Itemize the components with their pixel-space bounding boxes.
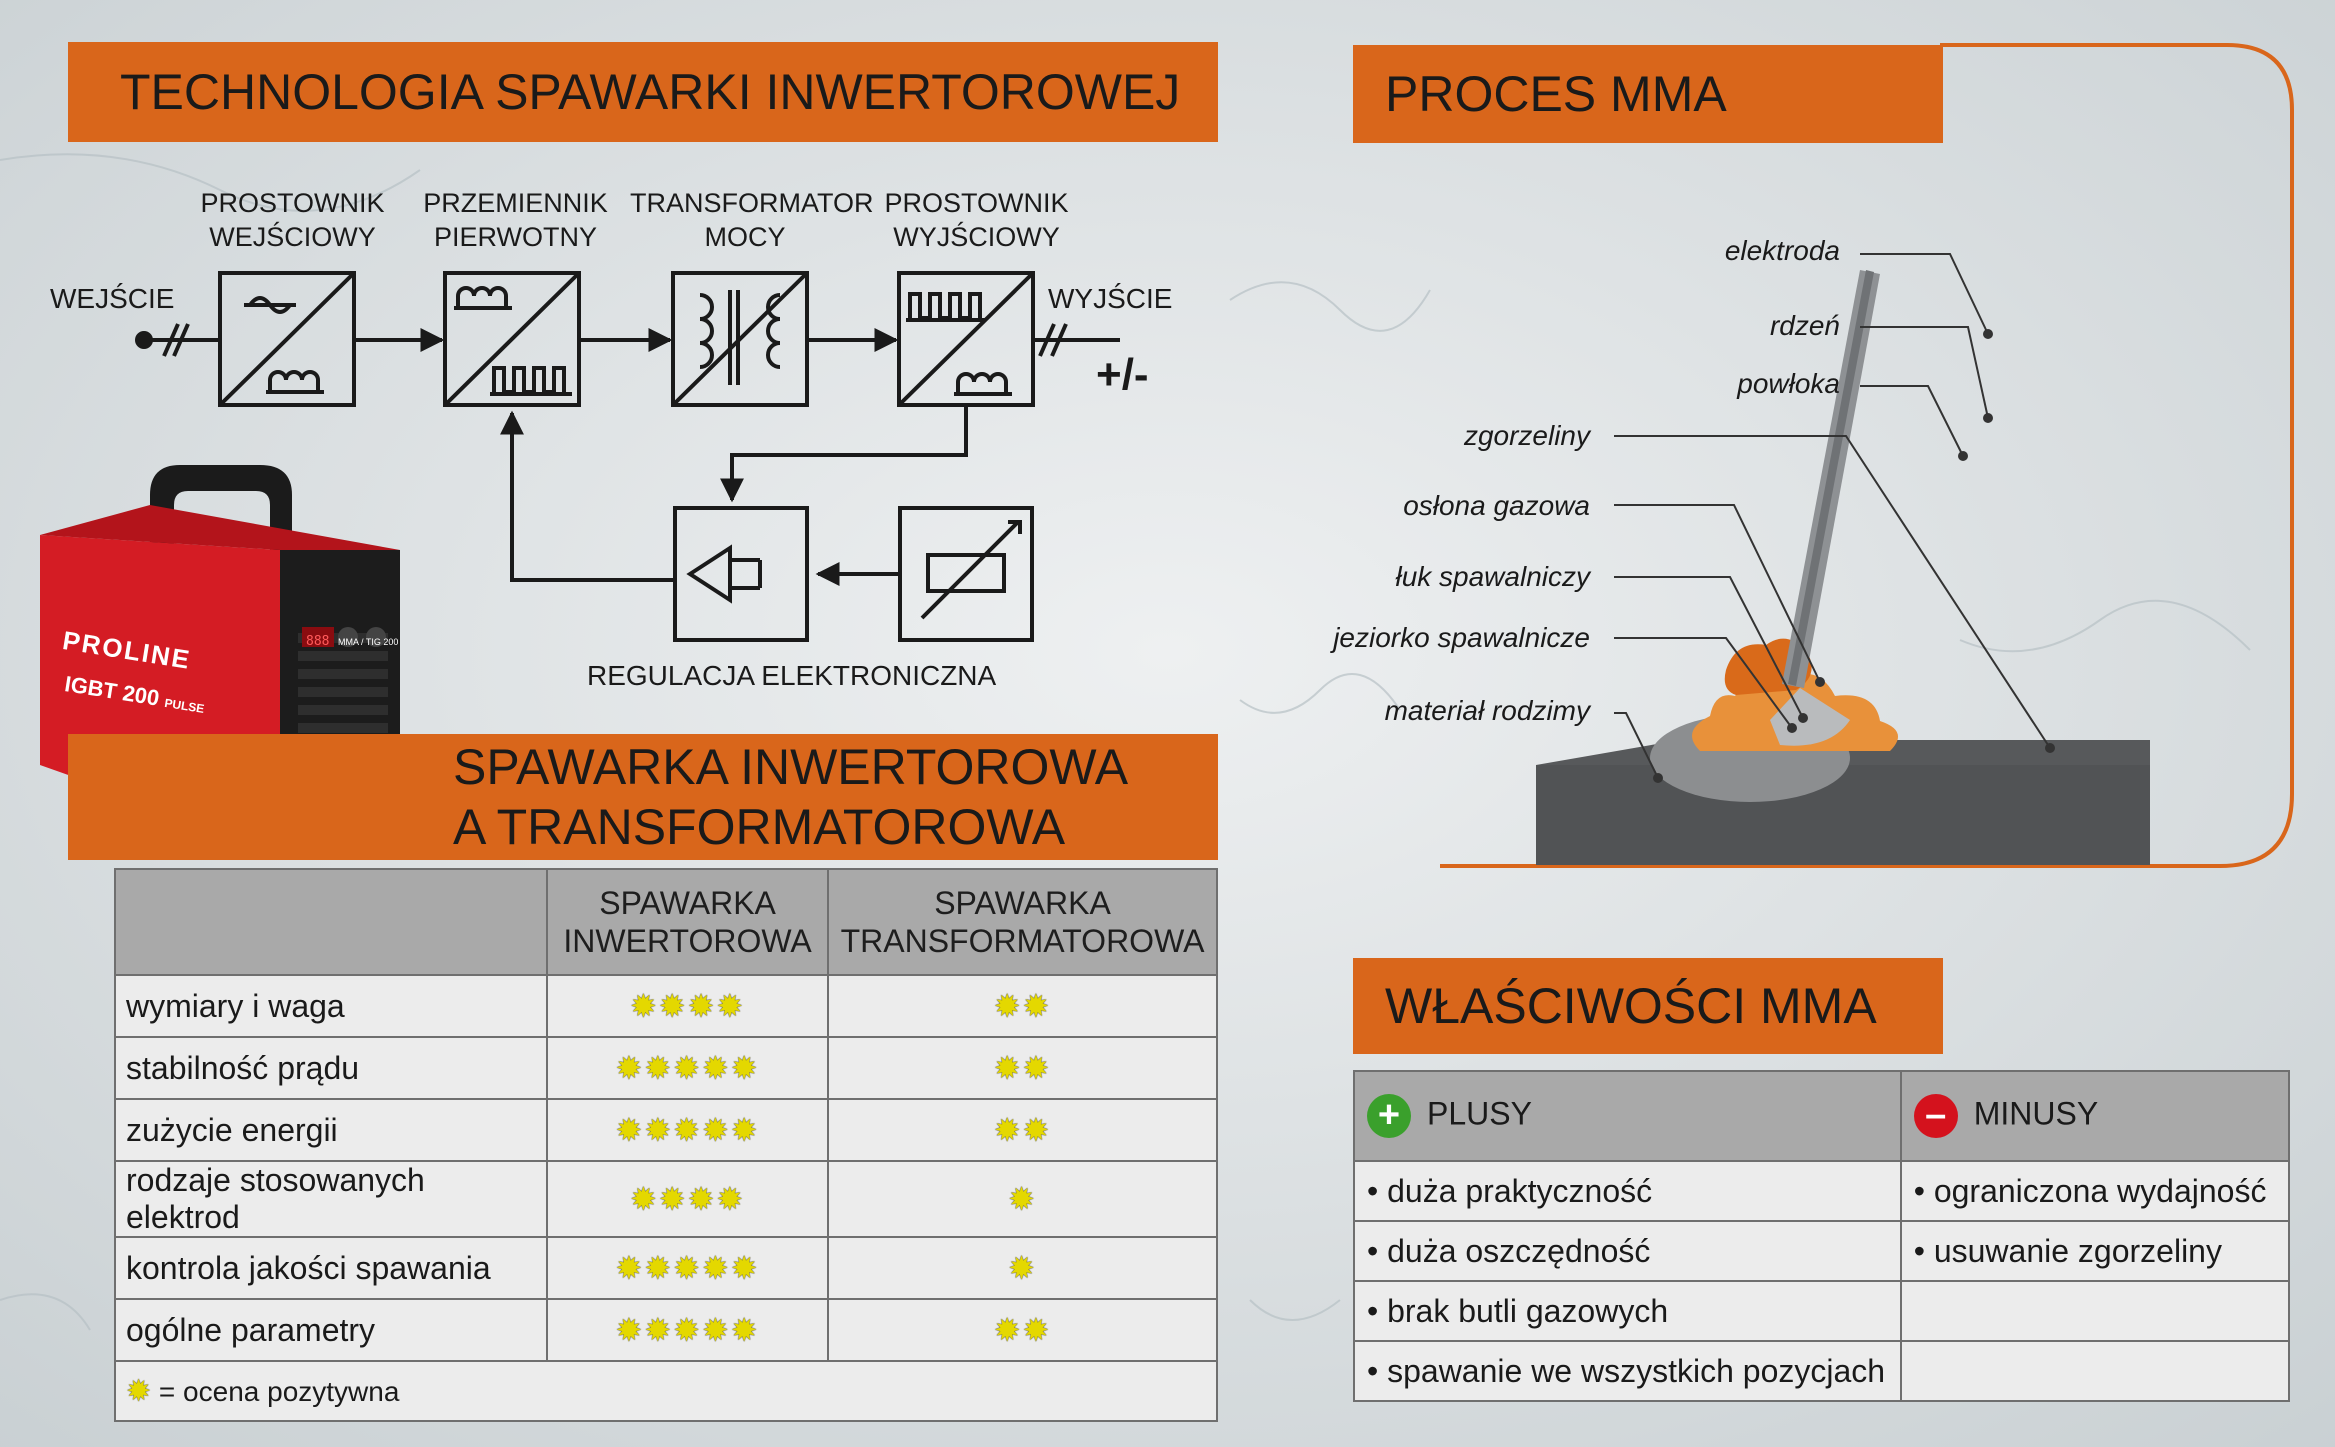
transformer-rating: ✹ (828, 1161, 1217, 1237)
header-line1: SPAWARKA (599, 885, 776, 921)
comparison-table (114, 868, 1218, 1422)
block-label-line1: TRANSFORMATOR (630, 188, 874, 218)
plus-item: • spawanie we wszystkich pozycjach (1354, 1341, 1901, 1401)
table-row (115, 1099, 1217, 1161)
output-polarity: +/- (1096, 350, 1149, 399)
minus-item (1901, 1341, 2289, 1401)
table-row (1354, 1221, 2289, 1281)
label-core: rdzeń (1769, 310, 1840, 341)
transformer-rating: ✹✹ (828, 1099, 1217, 1161)
tech-title: TECHNOLOGIA SPAWARKI INWERTOROWEJ (120, 64, 1181, 120)
block-label-line2: WYJŚCIOWY (893, 222, 1060, 252)
transformer-rating: ✹✹ (828, 975, 1217, 1037)
block-label-line1: PROSTOWNIK (200, 188, 385, 218)
row-label: stabilność prądu (115, 1037, 547, 1099)
header-line1: SPAWARKA (934, 885, 1111, 921)
props-title: WŁAŚCIWOŚCI MMA (1385, 978, 1877, 1034)
base-material (1536, 765, 2150, 865)
inverter-rating: ✹✹✹✹✹ (547, 1037, 828, 1099)
block-label-line2: MOCY (704, 222, 786, 252)
primary-inverter-block (445, 273, 579, 405)
power-transformer-block (673, 273, 807, 405)
minus-item (1901, 1281, 2289, 1341)
mma-process-diagram (1530, 250, 2170, 870)
legend-row (115, 1361, 1217, 1421)
comparison-header-transformer (828, 869, 1217, 975)
props-title-banner (1353, 958, 1943, 1054)
inverter-rating: ✹✹✹✹ (547, 1161, 828, 1237)
product-brand: PROLINE (60, 625, 194, 675)
block-label-line1: PRZEMIENNIK (423, 188, 608, 218)
minus-item: • usuwanie zgorzeliny (1901, 1221, 2289, 1281)
regulation-label: REGULACJA ELEKTRONICZNA (587, 660, 997, 691)
inverter-rating: ✹✹✹✹ (547, 975, 828, 1037)
input-label: WEJŚCIE (50, 283, 175, 314)
compare-title-banner (68, 734, 1218, 860)
properties-table (1353, 1070, 2290, 1402)
header-line2: INWERTOROWA (563, 923, 812, 959)
product-display: 888 (306, 634, 330, 649)
product-model-name: IGBT 200 (62, 671, 162, 711)
legend-text: = ocena pozytywna (158, 1375, 400, 1407)
rectifier-input-block (220, 273, 354, 405)
setpoint-potentiometer-block (900, 508, 1032, 640)
inverter-rating: ✹✹✹✹✹ (547, 1237, 828, 1299)
label-arc: łuk spawalniczy (1395, 561, 1590, 592)
transformer-rating: ✹ (828, 1237, 1217, 1299)
row-label: rodzaje stosowanych elektrod (115, 1161, 547, 1237)
row-label: kontrola jakości spawania (115, 1237, 547, 1299)
transformer-rating: ✹✹ (828, 1299, 1217, 1361)
table-row (115, 1237, 1217, 1299)
comparator-block (675, 508, 807, 640)
row-label: wymiary i waga (115, 975, 547, 1037)
plus-item: • duża oszczędność (1354, 1221, 1901, 1281)
block-label-line2: WEJŚCIOWY (209, 222, 376, 252)
plus-icon: + (1367, 1094, 1411, 1138)
comparison-header-inverter (547, 869, 828, 975)
product-panel-label: MMA / TIG 200 (338, 637, 399, 647)
label-weld-pool: jeziorko spawalnicze (1333, 622, 1590, 653)
row-label: zużycie energii (115, 1099, 547, 1161)
mma-title-banner (1353, 45, 1943, 143)
minus-label: MINUSY (1973, 1095, 2099, 1132)
plus-item: • duża praktyczność (1354, 1161, 1901, 1221)
label-base-material: materiał rodzimy (1384, 695, 1590, 726)
star-icon: ✹ (126, 1374, 152, 1408)
minus-header (1901, 1071, 2289, 1161)
product-model-suffix: PULSE (163, 695, 206, 716)
inverter-rating: ✹✹✹✹✹ (547, 1299, 828, 1361)
table-row (1354, 1281, 2289, 1341)
output-rectifier-block (899, 273, 1033, 405)
table-row (115, 1299, 1217, 1361)
table-row (115, 1161, 1217, 1237)
output-label: WYJŚCIE (1048, 283, 1173, 314)
plus-item: • brak butli gazowych (1354, 1281, 1901, 1341)
inverter-rating: ✹✹✹✹✹ (547, 1099, 828, 1161)
table-row (1354, 1161, 2289, 1221)
table-row (115, 975, 1217, 1037)
label-electrode: elektroda (1724, 235, 1840, 266)
input-terminal-dot (137, 333, 151, 347)
label-gas-shield: osłona gazowa (1403, 490, 1590, 521)
table-row (115, 1037, 1217, 1099)
plus-header (1354, 1071, 1901, 1161)
minus-icon: – (1914, 1094, 1958, 1138)
row-label: ogólne parametry (115, 1299, 547, 1361)
minus-item: • ograniczona wydajność (1901, 1161, 2289, 1221)
label-coating: powłoka (1737, 368, 1840, 399)
block-label-line1: PROSTOWNIK (884, 188, 1069, 218)
compare-title-line1: SPAWARKA INWERTOROWA (453, 739, 1129, 795)
compare-title-line2: A TRANSFORMATOROWA (453, 799, 1066, 855)
comparison-header-empty (115, 869, 547, 975)
table-row (1354, 1341, 2289, 1401)
legend-cell (115, 1361, 1217, 1421)
header-line2: TRANSFORMATOROWA (840, 923, 1205, 959)
plus-label: PLUSY (1427, 1095, 1532, 1132)
properties-header-row (1354, 1071, 2289, 1161)
block-label-line2: PIERWOTNY (433, 222, 597, 252)
label-slag: zgorzeliny (1463, 420, 1590, 451)
transformer-rating: ✹✹ (828, 1037, 1217, 1099)
mma-title: PROCES MMA (1385, 66, 1727, 122)
comparison-header-row (115, 869, 1217, 975)
